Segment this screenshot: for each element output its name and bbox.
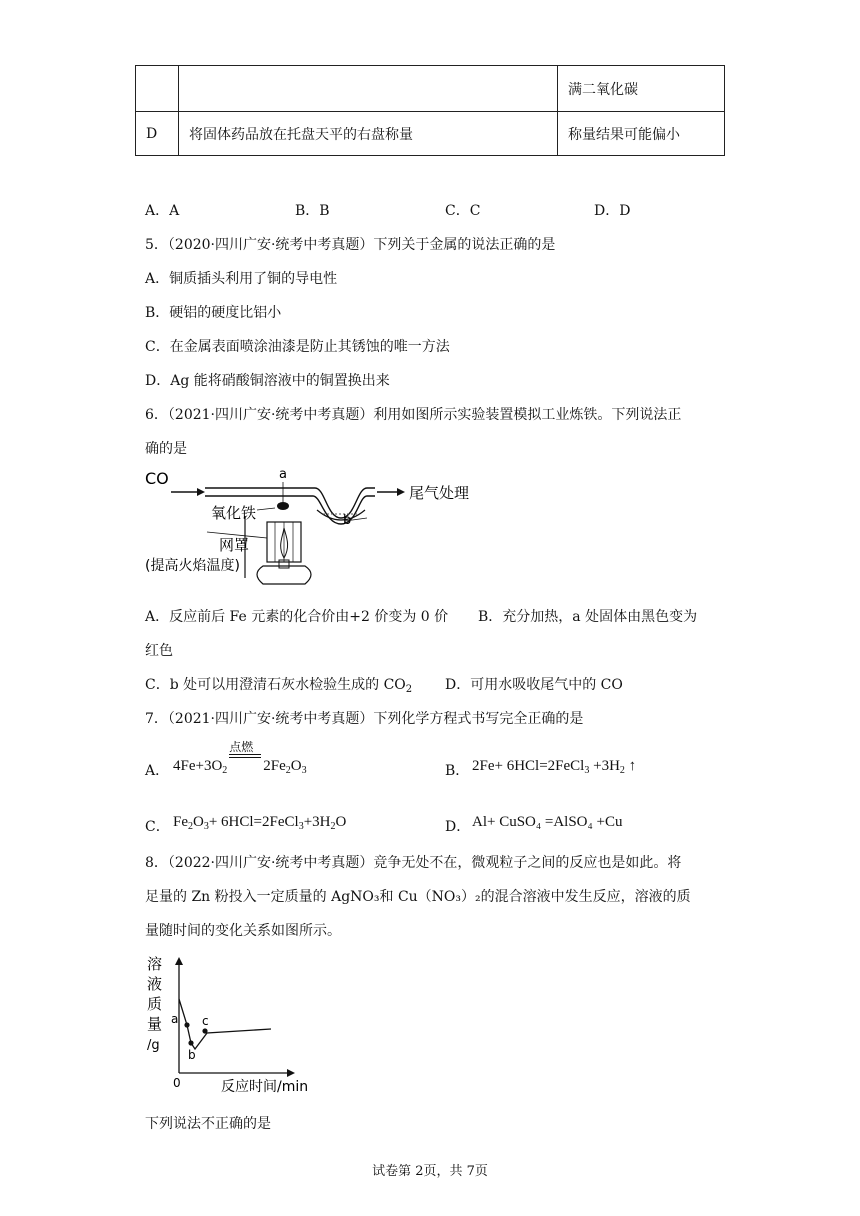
q6-option-b-line2: 红色 [145, 643, 173, 659]
q7-condition: 点燃 [229, 740, 254, 754]
chart-point-a [184, 1022, 189, 1027]
q5-stem: 5．（2020·四川广安·统考中考真题）下列关于金属的说法正确的是 [145, 237, 556, 253]
q8-stem-line2: 足量的 Zn 粉投入一定质量的 AgNO₃和 Cu（NO₃）₂的混合溶液中发生反应，溶液的质 [145, 889, 691, 905]
figure-label-a: a [279, 467, 287, 482]
q8-stem-line3: 量随时间的变化关系如图所示。 [145, 923, 341, 939]
q6-stem-line1: 6．（2021·四川广安·统考中考真题）利用如图所示实验装置模拟工业炼铁。下列说法正 [145, 407, 682, 423]
q7-equation-d: Al+ CuSO₄ =AlSO₄ +Cu [472, 814, 623, 830]
q7-equation-a: $4Fe+3O_2$ 点燃 $2Fe_2O_3$ [173, 740, 307, 776]
q7-option-c-label: C． [145, 819, 170, 835]
table-cell-operation: 将固体药品放在托盘天平的右盘称量 [179, 112, 558, 156]
chart-ylabel-5: /g [147, 1038, 160, 1053]
q5-option-a: A．铜质插头利用了铜的导电性 [145, 271, 338, 287]
q5-option-d: D．Ag 能将硝酸铜溶液中的铜置换出来 [145, 373, 390, 389]
figure-label-net-note: (提高火焰温度) [145, 558, 240, 574]
chart-point-label-b: b [188, 1048, 196, 1062]
table-row [136, 112, 725, 156]
q5-option-b: B．硬铝的硬度比铝小 [145, 305, 282, 321]
q7-equation-b: 2Fe+ 6HCl=2FeCl$_3$ $+3H_2$ ↑ [472, 758, 637, 776]
q8-stem-line1: 8．（2022·四川广安·统考中考真题）竞争无处不在，微观粒子之间的反应也是如此。将 [145, 855, 682, 871]
q7-stem: 7．（2021·四川广安·统考中考真题）下列化学方程式书写完全正确的是 [145, 711, 584, 727]
q6-option-a: A．反应前后 Fe 元素的化合价由+2 价变为 0 价 [145, 609, 449, 625]
page-footer: 试卷第 2页，共 7页 [372, 1164, 488, 1179]
figure-label-b: b [343, 513, 352, 528]
figure-label-tail-gas: 尾气处理 [409, 484, 470, 502]
q6-option-d: D．可用水吸收尾气中的 CO [445, 677, 623, 693]
figure-label-iron-oxide: 氧化铁 [211, 504, 257, 522]
table-cell-key: D [136, 112, 179, 156]
chart-point-c [202, 1028, 207, 1033]
mass-time-chart [145, 955, 325, 1095]
q6-option-c-text: C．b 处可以用澄清石灰水检验生成的 CO [145, 677, 406, 693]
chart-origin: 0 [173, 1076, 181, 1090]
table-cell-consequence: 满二氧化碳 [558, 66, 725, 112]
q6-option-c-sub: 2 [405, 684, 413, 695]
table-row [136, 66, 725, 112]
table-cell-key [136, 66, 179, 112]
q4-option-b: B．B [295, 203, 330, 219]
q4-option-d: D．D [594, 203, 631, 219]
chart-point-b [188, 1040, 193, 1045]
table-cell-operation [179, 66, 558, 112]
q8-after: 下列说法不正确的是 [145, 1116, 271, 1132]
chart-ylabel-2: 液 [147, 975, 163, 993]
chart-ylabel-3: 质 [147, 995, 163, 1013]
chart-ylabel-1: 溶 [147, 955, 163, 973]
chart-point-label-a: a [171, 1012, 179, 1026]
q4-option-a: A．A [145, 203, 180, 219]
q7-option-b-label: B． [445, 763, 470, 779]
q6-option-c [145, 674, 412, 695]
q6-option-b-line1: B．充分加热，a 处固体由黑色变为 [478, 609, 698, 625]
q7-option-a-label: A． [145, 763, 170, 779]
apparatus-figure [145, 466, 485, 588]
figure-label-co: CO [145, 469, 169, 488]
q6-stem-line2: 确的是 [145, 441, 187, 457]
table-cell-consequence: 称量结果可能偏小 [558, 112, 725, 156]
q4-option-c: C．C [445, 203, 481, 219]
q5-option-c: C．在金属表面喷涂油漆是防止其锈蚀的唯一方法 [145, 339, 450, 355]
chart-xlabel: 反应时间/min [221, 1079, 309, 1095]
figure-label-net: 网罩 [219, 536, 250, 554]
chart-point-label-c: c [202, 1014, 209, 1028]
question-table [135, 65, 725, 156]
q7-equation-c: $Fe_2O_3+$ $6HCl=2FeCl_3+3H_2O$ [173, 814, 347, 832]
chart-ylabel-4: 量 [147, 1015, 163, 1033]
q7-option-d-label: D． [445, 819, 471, 835]
